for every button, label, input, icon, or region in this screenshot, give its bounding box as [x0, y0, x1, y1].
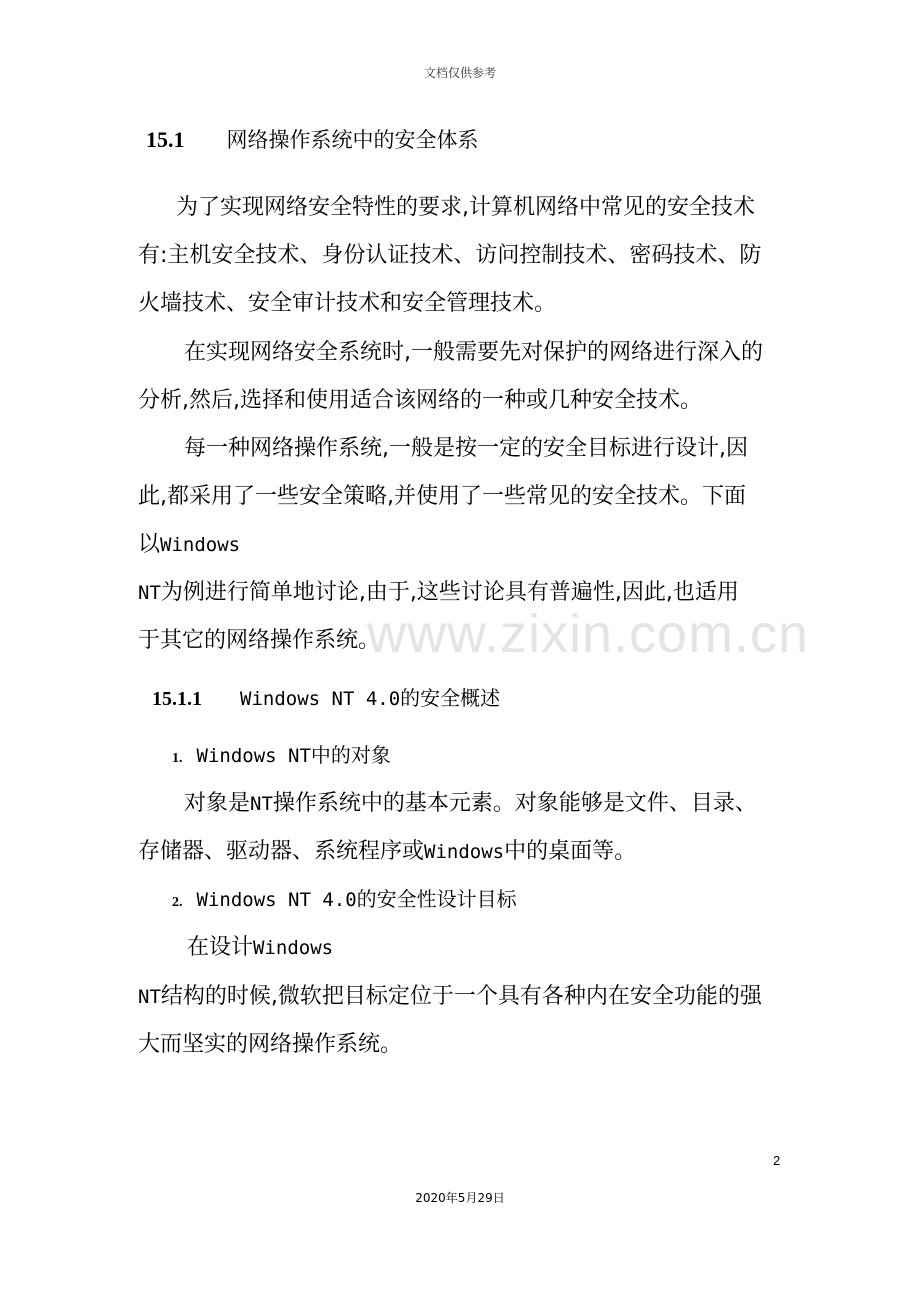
- item2-body-line1-prefix: 在设计: [187, 935, 254, 960]
- item1-body-line2: [138, 837, 636, 867]
- item1-body-line1-suffix: 操作系统中的基本元素。对象能够是文件、目录、: [272, 791, 757, 816]
- item1-title-text: 中的对象: [310, 743, 391, 767]
- paragraph3-line5: 于其它的网络操作系统。: [138, 628, 381, 653]
- item1-body-line2-suffix: 中的桌面等。: [504, 839, 637, 864]
- paragraph1-line1: 为了实现网络安全特性的要求,计算机网络中常见的安全技术: [176, 195, 755, 220]
- item2-heading: [172, 885, 517, 917]
- item2-body-line2-nt: NT: [138, 986, 161, 1008]
- item1-heading: [172, 741, 391, 773]
- paragraph1-line2: 有:主机安全技术、身份认证技术、访问控制技术、密码技术、防: [138, 243, 762, 268]
- subsection-heading: [152, 684, 500, 713]
- subsection-number: 15.1.1: [152, 688, 202, 710]
- item1-body-line2-windows: Windows: [424, 841, 505, 863]
- page-number: 2: [773, 1153, 781, 1168]
- watermark: www.zixin.com.cn: [367, 604, 810, 664]
- item2-body-line2: [138, 982, 762, 1012]
- item2-body-line1: [187, 933, 333, 963]
- paragraph3-line1: 每一种网络操作系统,一般是按一定的安全目标进行设计,因: [184, 436, 748, 461]
- item1-body-line1-prefix: 对象是: [184, 791, 251, 816]
- paragraph2-line2: 分析,然后,选择和使用适合该网络的一种或几种安全技术。: [138, 388, 702, 413]
- section-number: 15.1: [146, 127, 185, 152]
- item2-title-mono: Windows NT 4.0: [196, 889, 357, 911]
- paragraph3-line3-prefix: 以: [138, 532, 161, 557]
- item1-body-line1-nt: NT: [250, 793, 273, 815]
- paragraph3-line4-text: 为例进行简单地讨论,由于,这些讨论具有普遍性,因此,也适用: [160, 580, 739, 605]
- item1-title-mono: Windows NT: [196, 745, 311, 767]
- page-header: 文档仅供参考: [423, 66, 496, 80]
- item2-body-line1-windows: Windows: [253, 937, 334, 959]
- section-title: 网络操作系统中的安全体系: [226, 128, 479, 152]
- item1-body-line1: [184, 789, 757, 819]
- subsection-title-text: 的安全概述: [400, 686, 501, 710]
- section-heading: [146, 126, 479, 154]
- paragraph3-line3-windows: Windows: [160, 534, 241, 556]
- paragraph2-line1: 在实现网络安全系统时,一般需要先对保护的网络进行深入的: [184, 340, 763, 365]
- paragraph3-line4-nt: NT: [138, 582, 161, 604]
- page-footer-date: 2020年5月29日: [415, 1191, 505, 1205]
- item2-body-line2-suffix: 结构的时候,微软把目标定位于一个具有各种内在安全功能的强: [160, 984, 762, 1009]
- paragraph3-line2: 此,都采用了一些安全策略,并使用了一些常见的安全技术。下面: [138, 484, 746, 509]
- item1-number: 1.: [172, 751, 183, 766]
- item2-number: 2.: [172, 895, 183, 910]
- subsection-title-mono: Windows NT 4.0: [240, 688, 401, 710]
- paragraph3-line3: [138, 530, 240, 560]
- paragraph1-line3: 火墙技术、安全审计技术和安全管理技术。: [138, 291, 557, 316]
- item2-body-line3: 大而坚实的网络操作系统。: [138, 1032, 403, 1057]
- item1-body-line2-prefix: 存储器、驱动器、系统程序或: [138, 839, 425, 864]
- item2-title-text: 的安全性设计目标: [356, 887, 517, 911]
